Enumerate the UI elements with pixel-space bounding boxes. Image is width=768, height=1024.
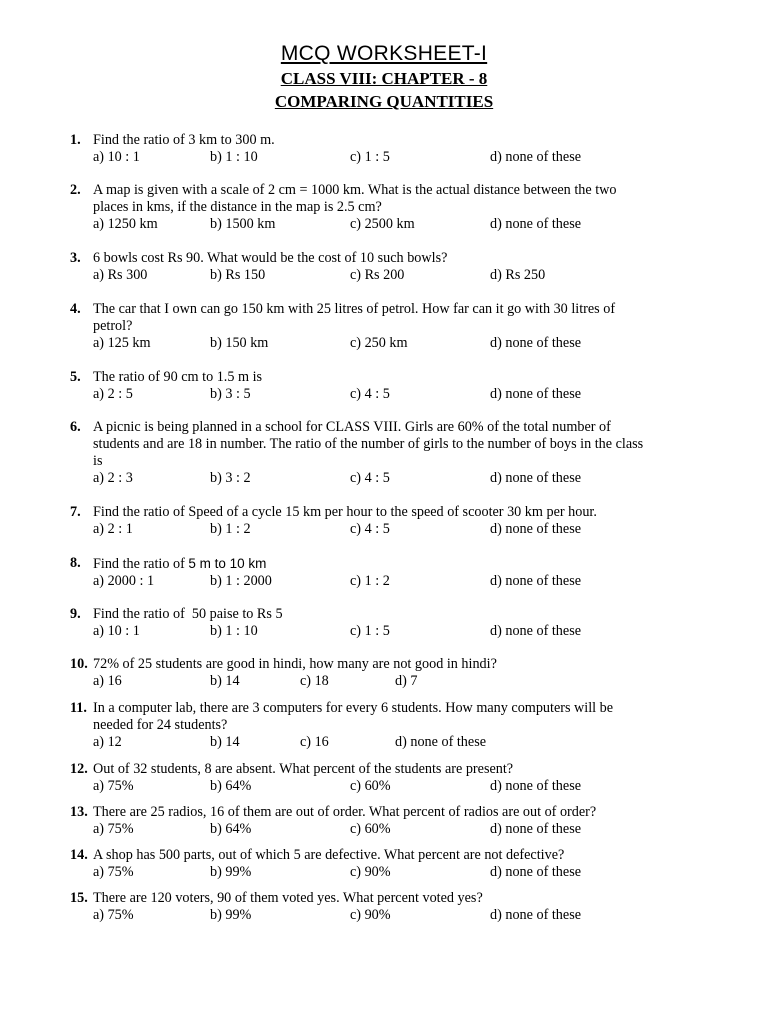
question-text: The car that I own can go 150 km with 25 litres of petrol. How far can it go with 30 litres of — [93, 301, 616, 317]
question-3 — [70, 250, 700, 284]
option-c: c) 4 : 5 — [350, 386, 390, 402]
question-text: Find the ratio of 50 paise to Rs 5 — [93, 606, 283, 622]
option-b: b) 1 : 2000 — [210, 573, 272, 589]
topic-heading: COMPARING QUANTITIES — [274, 92, 494, 111]
question-10 — [70, 656, 700, 690]
option-a: a) 10 : 1 — [93, 149, 140, 165]
option-b: b) 14 — [210, 734, 240, 750]
option-b: b) 64% — [210, 778, 252, 794]
option-d: d) none of these — [490, 149, 582, 165]
question-6 — [70, 419, 700, 487]
option-a: a) 75% — [93, 778, 134, 794]
option-c: c) 4 : 5 — [350, 470, 390, 486]
option-d: d) none of these — [490, 573, 582, 589]
option-d: d) none of these — [490, 907, 582, 923]
question-number: 3. — [70, 250, 81, 266]
question-number: 2. — [70, 182, 81, 198]
options-row — [93, 864, 700, 881]
options-row — [93, 821, 700, 838]
options-row — [93, 470, 700, 487]
option-c: c) 60% — [350, 821, 391, 837]
options-row — [93, 907, 700, 924]
question-text: There are 120 voters, 90 of them voted yes. What percent voted yes? — [93, 890, 483, 906]
option-b: b) 3 : 5 — [210, 386, 251, 402]
question-text: petrol? — [93, 318, 133, 334]
option-a: a) 1250 km — [93, 216, 158, 232]
option-b: b) 150 km — [210, 335, 269, 351]
question-number: 5. — [70, 369, 81, 385]
options-row — [93, 216, 700, 233]
question-1 — [70, 132, 700, 166]
options-row — [93, 778, 700, 795]
question-number: 11. — [70, 700, 87, 716]
question-text: A map is given with a scale of 2 cm = 1000 km. What is the actual distance between the two — [93, 182, 617, 198]
question-text: is — [93, 453, 103, 469]
option-d: d) none of these — [490, 216, 582, 232]
options-row — [93, 623, 700, 640]
option-c: c) 1 : 5 — [350, 623, 390, 639]
worksheet-title: MCQ WORKSHEET-I — [280, 42, 488, 65]
option-a: a) 75% — [93, 821, 134, 837]
option-d: d) none of these — [395, 734, 487, 750]
options-row — [93, 673, 700, 690]
question-5 — [70, 369, 700, 403]
option-c: c) 18 — [300, 673, 329, 689]
question-12 — [70, 761, 700, 795]
option-c: c) 16 — [300, 734, 329, 750]
option-a: a) 10 : 1 — [93, 623, 140, 639]
option-c: c) Rs 200 — [350, 267, 405, 283]
question-number: 9. — [70, 606, 81, 622]
option-a: a) 75% — [93, 864, 134, 880]
question-8 — [70, 555, 700, 590]
options-row — [93, 521, 700, 538]
options-row — [93, 386, 700, 403]
option-c: c) 2500 km — [350, 216, 415, 232]
question-text: In a computer lab, there are 3 computers for every 6 students. How many computers will be — [93, 700, 614, 716]
options-row — [93, 267, 700, 284]
option-b: b) 1500 km — [210, 216, 276, 232]
option-c: c) 1 : 2 — [350, 573, 390, 589]
question-text-prefix: Find the ratio of — [93, 556, 189, 572]
option-b: b) 1 : 10 — [210, 623, 258, 639]
question-2 — [70, 182, 700, 233]
question-text: 72% of 25 students are good in hindi, how many are not good in hindi? — [93, 656, 497, 672]
question-text — [93, 555, 700, 573]
question-number: 8. — [70, 555, 81, 571]
question-text-quantity: 5 m to 10 km — [188, 556, 267, 571]
option-c: c) 90% — [350, 907, 391, 923]
question-11 — [70, 700, 700, 751]
option-b: b) 1 : 10 — [210, 149, 258, 165]
question-number: 14. — [70, 847, 88, 863]
option-b: b) Rs 150 — [210, 267, 266, 283]
option-d: d) none of these — [490, 778, 582, 794]
option-b: b) 1 : 2 — [210, 521, 251, 537]
option-c: c) 60% — [350, 778, 391, 794]
option-a: a) 75% — [93, 907, 134, 923]
option-c: c) 90% — [350, 864, 391, 880]
class-chapter-heading: CLASS VIII: CHAPTER - 8 — [280, 69, 488, 88]
question-text: A picnic is being planned in a school for CLASS VIII. Girls are 60% of the total number of — [93, 419, 611, 435]
option-c: c) 250 km — [350, 335, 408, 351]
options-row — [93, 734, 700, 751]
option-d: d) none of these — [490, 864, 582, 880]
question-4 — [70, 301, 700, 352]
question-text: Find the ratio of 3 km to 300 m. — [93, 132, 275, 148]
option-a: a) 16 — [93, 673, 122, 689]
question-text: needed for 24 students? — [93, 717, 228, 733]
question-text: Find the ratio of Speed of a cycle 15 km per hour to the speed of scooter 30 km per hour. — [93, 504, 597, 520]
question-number: 1. — [70, 132, 81, 148]
question-text: A shop has 500 parts, out of which 5 are defective. What percent are not defective? — [93, 847, 565, 863]
question-number: 10. — [70, 656, 88, 672]
question-text: The ratio of 90 cm to 1.5 m is — [93, 369, 263, 385]
option-a: a) Rs 300 — [93, 267, 148, 283]
option-d: d) none of these — [490, 470, 582, 486]
question-15 — [70, 890, 700, 924]
option-a: a) 12 — [93, 734, 122, 750]
question-number: 7. — [70, 504, 81, 520]
option-d: d) none of these — [490, 335, 582, 351]
option-d: d) none of these — [490, 386, 582, 402]
question-text: Out of 32 students, 8 are absent. What percent of the students are present? — [93, 761, 514, 777]
option-d: d) none of these — [490, 521, 582, 537]
question-9 — [70, 606, 700, 640]
question-number: 15. — [70, 890, 88, 906]
option-d: d) none of these — [490, 821, 582, 837]
option-a: a) 2 : 5 — [93, 386, 133, 402]
option-b: b) 99% — [210, 864, 252, 880]
option-d: d) 7 — [395, 673, 418, 689]
question-7 — [70, 504, 700, 538]
option-d: d) none of these — [490, 623, 582, 639]
question-13 — [70, 804, 700, 838]
option-c: c) 4 : 5 — [350, 521, 390, 537]
question-number: 6. — [70, 419, 81, 435]
question-14 — [70, 847, 700, 881]
option-a: a) 125 km — [93, 335, 151, 351]
question-text: 6 bowls cost Rs 90. What would be the cost of 10 such bowls? — [93, 250, 448, 266]
option-b: b) 14 — [210, 673, 240, 689]
question-text: There are 25 radios, 16 of them are out of order. What percent of radios are out of order? — [93, 804, 597, 820]
option-b: b) 3 : 2 — [210, 470, 251, 486]
option-a: a) 2000 : 1 — [93, 573, 155, 589]
option-c: c) 1 : 5 — [350, 149, 390, 165]
option-b: b) 99% — [210, 907, 252, 923]
options-row — [93, 335, 700, 352]
option-b: b) 64% — [210, 821, 252, 837]
question-number: 12. — [70, 761, 88, 777]
question-number: 4. — [70, 301, 81, 317]
option-d: d) Rs 250 — [490, 267, 546, 283]
options-row — [93, 573, 700, 590]
question-text: places in kms, if the distance in the map is 2.5 cm? — [93, 199, 382, 215]
option-a: a) 2 : 1 — [93, 521, 133, 537]
question-number: 13. — [70, 804, 88, 820]
question-text: students and are 18 in number. The ratio of the number of girls to the number of boys in the class — [93, 436, 644, 452]
options-row — [93, 149, 700, 166]
option-a: a) 2 : 3 — [93, 470, 133, 486]
